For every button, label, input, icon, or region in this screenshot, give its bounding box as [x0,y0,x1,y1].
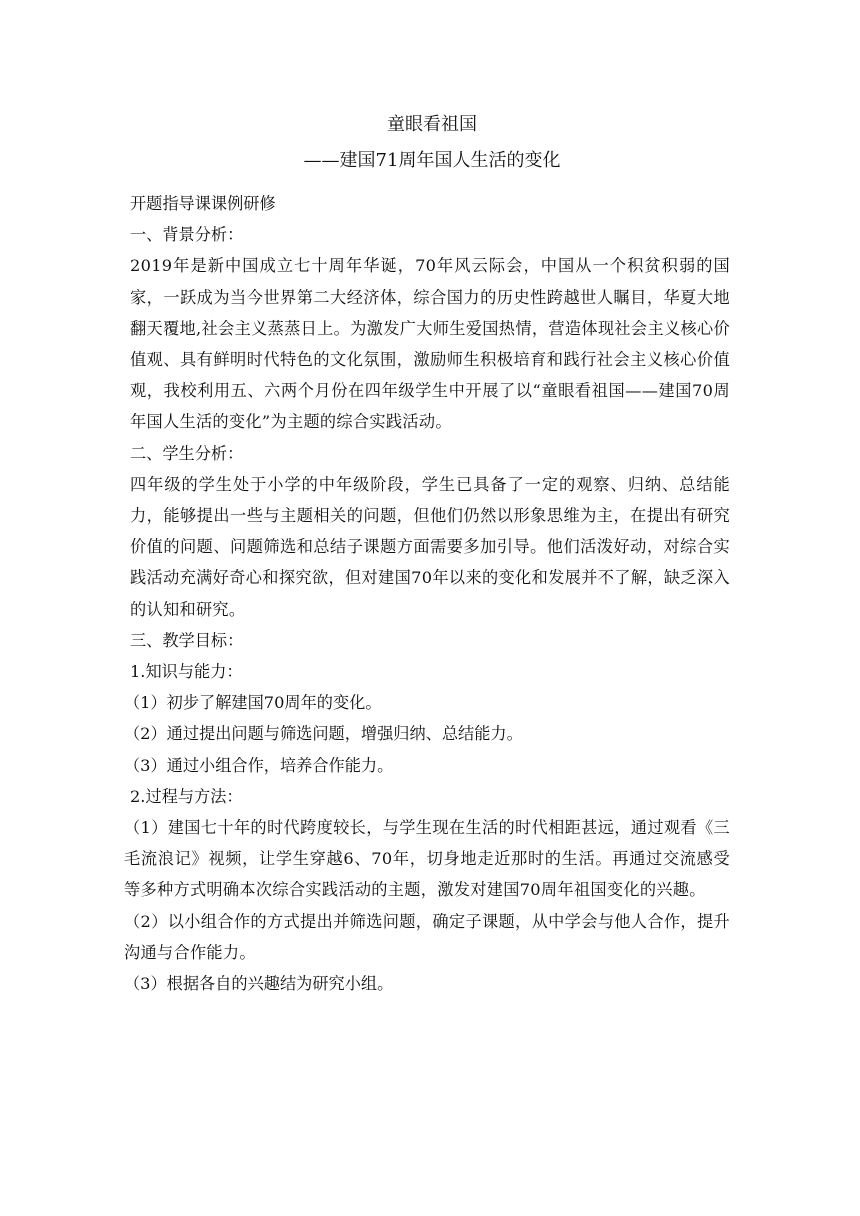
course-type: 开题指导课课例研修 [130,194,276,213]
knowledge-heading: 1.知识与能力： [130,662,243,682]
process-heading: 2.过程与方法： [130,786,243,806]
document-subtitle: ——建国71周年国人生活的变化 [303,150,561,171]
knowledge-item: （3）通过小组合作，培养合作能力。 [124,755,394,775]
document-page [124,110,730,999]
student-paragraph: 四年级的学生处于小学的中年级阶段，学生已具备了一定的观察、归纳、总结能力，能够提出一些与主题相关的问题，但他们仍然以形象思维为主，在提出有研究价值的问题、问题筛选和总结子课题方面需要多加引导。他们活泼好动，对综合实践活动充满好奇心和探究欲，但对建国70年以来的变化和发展并不了解，缺乏深入的认知和研究。 [130,474,730,619]
knowledge-item: （2）通过提出问题与筛选问题，增强归纳、总结能力。 [124,724,523,744]
process-item: （1）建国七十年的时代跨度较长，与学生现在生活的时代相距甚远，通过观看《三毛流浪记》视频，让学生穿越6、70年，切身地走近那时的生活。再通过交流感受等多种方式明确本次综合实践活动的主题，激发对建国70周年祖国变化的兴趣。 [124,818,730,900]
goals-heading: 三、教学目标： [130,630,244,650]
process-item: （3）根据各自的兴趣结为研究小组。 [124,974,394,994]
document-title: 童眼看祖国 [387,114,477,135]
process-item: （2）以小组合作的方式提出并筛选问题，确定子课题，从中学会与他人合作，提升沟通与合作能力。 [124,911,730,962]
knowledge-item: （1）初步了解建国70周年的变化。 [124,693,382,713]
student-heading: 二、学生分析： [130,443,244,463]
background-heading: 一、背景分析： [130,225,244,245]
background-paragraph: 2019年是新中国成立七十周年华诞，70年风云际会，中国从一个积贫积弱的国家，一跃成为当今世界第二大经济体，综合国力的历史性跨越世人瞩目，华夏大地翻天覆地,社会主义蒸蒸日上。为激发广大师生爱国热情，营造体现社会主义核心价值观、具有鲜明时代特色的文化氛围，激励师生积极培育和践行社会主义核心价值观，我校利用五、六两个月份在四年级学生中开展了以“童眼看祖国——建国70周年国人生活的变化”为主题的综合实践活动。 [130,256,730,432]
